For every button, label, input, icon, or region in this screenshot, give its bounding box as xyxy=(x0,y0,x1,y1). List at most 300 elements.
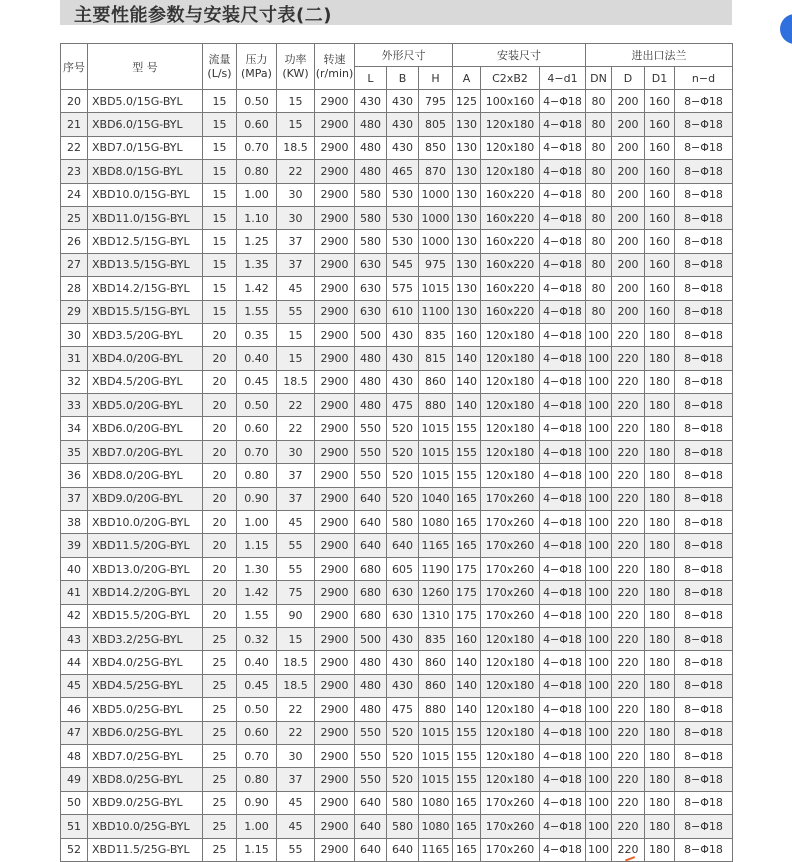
cell-d1: 4−Φ18 xyxy=(540,417,586,440)
cell-speed: 2900 xyxy=(315,323,355,346)
cell-A: 155 xyxy=(453,440,481,463)
cell-L: 580 xyxy=(355,206,387,229)
cell-power: 55 xyxy=(277,838,315,861)
cell-d1: 4−Φ18 xyxy=(540,113,586,136)
cell-pressure: 1.55 xyxy=(237,604,277,627)
cell-flow: 20 xyxy=(203,394,237,417)
cell-C2xB2: 120x180 xyxy=(481,113,540,136)
cell-D: 220 xyxy=(612,464,645,487)
header-nd: n−d xyxy=(675,67,733,90)
cell-speed: 2900 xyxy=(315,604,355,627)
cell-speed: 2900 xyxy=(315,253,355,276)
cell-D: 200 xyxy=(612,113,645,136)
cell-H: 1015 xyxy=(419,417,453,440)
cell-pressure: 1.10 xyxy=(237,206,277,229)
cell-model: XBD7.0/15G-BYL xyxy=(88,136,203,159)
cell-model: XBD6.0/15G-BYL xyxy=(88,113,203,136)
cell-D1: 180 xyxy=(645,698,675,721)
cell-model: XBD9.0/25G-BYL xyxy=(88,791,203,814)
cell-D: 220 xyxy=(612,698,645,721)
cell-D1: 180 xyxy=(645,464,675,487)
cell-seq: 34 xyxy=(61,417,88,440)
cell-power: 37 xyxy=(277,464,315,487)
cell-flow: 20 xyxy=(203,534,237,557)
cell-DN: 100 xyxy=(586,370,612,393)
cell-pressure: 1.42 xyxy=(237,581,277,604)
cell-seq: 48 xyxy=(61,744,88,767)
cell-A: 155 xyxy=(453,721,481,744)
table-row xyxy=(61,230,733,253)
cell-speed: 2900 xyxy=(315,160,355,183)
table-row xyxy=(61,581,733,604)
cell-speed: 2900 xyxy=(315,838,355,861)
cell-seq: 41 xyxy=(61,581,88,604)
cell-pressure: 0.45 xyxy=(237,674,277,697)
cell-H: 1165 xyxy=(419,838,453,861)
cell-flow: 25 xyxy=(203,768,237,791)
table-row xyxy=(61,136,733,159)
table-row xyxy=(61,651,733,674)
cell-speed: 2900 xyxy=(315,674,355,697)
cell-seq: 35 xyxy=(61,440,88,463)
cell-C2xB2: 170x260 xyxy=(481,534,540,557)
cell-DN: 100 xyxy=(586,651,612,674)
cell-C2xB2: 120x180 xyxy=(481,370,540,393)
cell-pressure: 0.40 xyxy=(237,347,277,370)
cell-nd: 8−Φ18 xyxy=(675,394,733,417)
cell-flow: 15 xyxy=(203,277,237,300)
table-row xyxy=(61,534,733,557)
cell-C2xB2: 120x180 xyxy=(481,136,540,159)
cell-pressure: 0.35 xyxy=(237,323,277,346)
cell-L: 580 xyxy=(355,230,387,253)
cell-C2xB2: 170x260 xyxy=(481,581,540,604)
cell-seq: 23 xyxy=(61,160,88,183)
cell-DN: 100 xyxy=(586,417,612,440)
cell-B: 610 xyxy=(387,300,419,323)
cell-H: 880 xyxy=(419,394,453,417)
cell-L: 630 xyxy=(355,300,387,323)
cell-power: 45 xyxy=(277,277,315,300)
cell-nd: 8−Φ18 xyxy=(675,183,733,206)
table-row xyxy=(61,557,733,580)
cell-C2xB2: 120x180 xyxy=(481,440,540,463)
cell-L: 640 xyxy=(355,511,387,534)
cell-A: 155 xyxy=(453,768,481,791)
cell-power: 18.5 xyxy=(277,136,315,159)
header-model: 型 号 xyxy=(88,44,203,90)
cell-D: 220 xyxy=(612,487,645,510)
header-speed: 转速 (r/min) xyxy=(315,44,355,90)
cell-H: 835 xyxy=(419,627,453,650)
cell-D1: 160 xyxy=(645,160,675,183)
cell-seq: 25 xyxy=(61,206,88,229)
cell-DN: 100 xyxy=(586,604,612,627)
cell-speed: 2900 xyxy=(315,277,355,300)
cell-speed: 2900 xyxy=(315,698,355,721)
corner-badge[interactable] xyxy=(780,14,792,44)
cell-seq: 47 xyxy=(61,721,88,744)
cell-d1: 4−Φ18 xyxy=(540,674,586,697)
cell-H: 1000 xyxy=(419,230,453,253)
cell-flow: 20 xyxy=(203,581,237,604)
cell-nd: 8−Φ18 xyxy=(675,721,733,744)
cell-D1: 180 xyxy=(645,627,675,650)
cell-nd: 8−Φ18 xyxy=(675,581,733,604)
cell-speed: 2900 xyxy=(315,440,355,463)
cell-A: 165 xyxy=(453,838,481,861)
header-A: A xyxy=(453,67,481,90)
cell-H: 1015 xyxy=(419,277,453,300)
cell-C2xB2: 120x180 xyxy=(481,394,540,417)
cell-C2xB2: 170x260 xyxy=(481,604,540,627)
cell-L: 480 xyxy=(355,651,387,674)
cell-D: 220 xyxy=(612,721,645,744)
cell-flow: 25 xyxy=(203,815,237,838)
cell-C2xB2: 170x260 xyxy=(481,791,540,814)
cell-pressure: 0.50 xyxy=(237,90,277,113)
cell-seq: 26 xyxy=(61,230,88,253)
cell-DN: 100 xyxy=(586,394,612,417)
cell-power: 18.5 xyxy=(277,651,315,674)
cell-L: 630 xyxy=(355,277,387,300)
cell-DN: 100 xyxy=(586,627,612,650)
cell-B: 640 xyxy=(387,534,419,557)
cell-pressure: 1.55 xyxy=(237,300,277,323)
cell-model: XBD8.0/25G-BYL xyxy=(88,768,203,791)
cell-C2xB2: 160x220 xyxy=(481,183,540,206)
cell-H: 1165 xyxy=(419,534,453,557)
cell-C2xB2: 160x220 xyxy=(481,206,540,229)
cell-L: 480 xyxy=(355,136,387,159)
cell-speed: 2900 xyxy=(315,768,355,791)
cell-B: 630 xyxy=(387,604,419,627)
cell-D: 220 xyxy=(612,440,645,463)
cell-pressure: 0.70 xyxy=(237,136,277,159)
cell-model: XBD12.5/15G-BYL xyxy=(88,230,203,253)
header-d1: 4−d1 xyxy=(540,67,586,90)
cell-D: 200 xyxy=(612,136,645,159)
cell-seq: 50 xyxy=(61,791,88,814)
cell-H: 1015 xyxy=(419,744,453,767)
cell-D: 220 xyxy=(612,323,645,346)
cell-power: 22 xyxy=(277,394,315,417)
table-row xyxy=(61,253,733,276)
cell-C2xB2: 100x160 xyxy=(481,90,540,113)
cell-model: XBD9.0/20G-BYL xyxy=(88,487,203,510)
cell-model: XBD11.5/25G-BYL xyxy=(88,838,203,861)
cell-A: 130 xyxy=(453,253,481,276)
header-C2xB2: C2xB2 xyxy=(481,67,540,90)
cell-D1: 180 xyxy=(645,323,675,346)
cell-model: XBD15.5/15G-BYL xyxy=(88,300,203,323)
cell-pressure: 1.35 xyxy=(237,253,277,276)
cell-DN: 100 xyxy=(586,815,612,838)
cell-nd: 8−Φ18 xyxy=(675,370,733,393)
cell-pressure: 1.25 xyxy=(237,230,277,253)
spec-table xyxy=(60,43,733,862)
cell-D: 220 xyxy=(612,370,645,393)
cell-d1: 4−Φ18 xyxy=(540,300,586,323)
cell-D1: 180 xyxy=(645,721,675,744)
cell-C2xB2: 120x180 xyxy=(481,323,540,346)
cell-A: 160 xyxy=(453,627,481,650)
cell-A: 140 xyxy=(453,347,481,370)
cell-seq: 20 xyxy=(61,90,88,113)
cell-seq: 37 xyxy=(61,487,88,510)
cell-D1: 180 xyxy=(645,838,675,861)
table-row xyxy=(61,627,733,650)
cell-B: 430 xyxy=(387,90,419,113)
cell-model: XBD10.0/15G-BYL xyxy=(88,183,203,206)
cell-nd: 8−Φ18 xyxy=(675,113,733,136)
cell-d1: 4−Φ18 xyxy=(540,394,586,417)
cell-power: 55 xyxy=(277,534,315,557)
table-row xyxy=(61,394,733,417)
cell-model: XBD15.5/20G-BYL xyxy=(88,604,203,627)
cell-B: 520 xyxy=(387,464,419,487)
cell-pressure: 1.00 xyxy=(237,815,277,838)
cell-L: 480 xyxy=(355,113,387,136)
cell-d1: 4−Φ18 xyxy=(540,534,586,557)
cell-H: 880 xyxy=(419,698,453,721)
cell-flow: 25 xyxy=(203,721,237,744)
cell-B: 530 xyxy=(387,183,419,206)
cell-B: 475 xyxy=(387,394,419,417)
cell-A: 160 xyxy=(453,323,481,346)
cell-D: 220 xyxy=(612,604,645,627)
cell-H: 795 xyxy=(419,90,453,113)
cell-L: 550 xyxy=(355,768,387,791)
cell-L: 480 xyxy=(355,394,387,417)
cell-H: 860 xyxy=(419,651,453,674)
cell-power: 37 xyxy=(277,253,315,276)
cell-H: 1015 xyxy=(419,464,453,487)
cell-seq: 43 xyxy=(61,627,88,650)
cell-DN: 100 xyxy=(586,674,612,697)
cell-d1: 4−Φ18 xyxy=(540,721,586,744)
table-row xyxy=(61,347,733,370)
cell-C2xB2: 120x180 xyxy=(481,464,540,487)
cell-D1: 180 xyxy=(645,440,675,463)
cell-L: 480 xyxy=(355,698,387,721)
cell-model: XBD8.0/20G-BYL xyxy=(88,464,203,487)
cell-d1: 4−Φ18 xyxy=(540,370,586,393)
table-row xyxy=(61,300,733,323)
cell-nd: 8−Φ18 xyxy=(675,417,733,440)
cell-d1: 4−Φ18 xyxy=(540,347,586,370)
cell-seq: 46 xyxy=(61,698,88,721)
cell-L: 550 xyxy=(355,417,387,440)
cell-d1: 4−Φ18 xyxy=(540,136,586,159)
cell-seq: 39 xyxy=(61,534,88,557)
cell-C2xB2: 160x220 xyxy=(481,300,540,323)
cell-speed: 2900 xyxy=(315,581,355,604)
header-pressure: 压力 (MPa) xyxy=(237,44,277,90)
cell-B: 520 xyxy=(387,440,419,463)
cell-pressure: 0.70 xyxy=(237,744,277,767)
cell-DN: 100 xyxy=(586,581,612,604)
cell-D: 220 xyxy=(612,651,645,674)
cell-D: 200 xyxy=(612,206,645,229)
cell-D1: 180 xyxy=(645,791,675,814)
cell-D: 200 xyxy=(612,277,645,300)
cell-DN: 100 xyxy=(586,323,612,346)
cell-D1: 160 xyxy=(645,183,675,206)
cell-speed: 2900 xyxy=(315,487,355,510)
cell-H: 860 xyxy=(419,674,453,697)
cell-DN: 100 xyxy=(586,721,612,744)
cell-speed: 2900 xyxy=(315,721,355,744)
cell-power: 37 xyxy=(277,768,315,791)
cell-d1: 4−Φ18 xyxy=(540,183,586,206)
cell-L: 640 xyxy=(355,534,387,557)
cell-A: 175 xyxy=(453,581,481,604)
cell-D: 200 xyxy=(612,300,645,323)
cell-DN: 80 xyxy=(586,136,612,159)
cell-D1: 180 xyxy=(645,417,675,440)
header-L: L xyxy=(355,67,387,90)
cell-C2xB2: 120x180 xyxy=(481,698,540,721)
table-row xyxy=(61,417,733,440)
cell-B: 430 xyxy=(387,627,419,650)
cell-D: 220 xyxy=(612,394,645,417)
cell-d1: 4−Φ18 xyxy=(540,464,586,487)
cell-A: 165 xyxy=(453,815,481,838)
cell-speed: 2900 xyxy=(315,627,355,650)
header-B: B xyxy=(387,67,419,90)
cell-speed: 2900 xyxy=(315,370,355,393)
cell-B: 530 xyxy=(387,230,419,253)
cell-D1: 180 xyxy=(645,347,675,370)
cell-nd: 8−Φ18 xyxy=(675,557,733,580)
cell-D: 200 xyxy=(612,160,645,183)
cell-speed: 2900 xyxy=(315,651,355,674)
cell-flow: 15 xyxy=(203,160,237,183)
cell-D: 220 xyxy=(612,674,645,697)
cell-power: 22 xyxy=(277,698,315,721)
cell-L: 430 xyxy=(355,90,387,113)
cell-flow: 25 xyxy=(203,674,237,697)
cell-L: 500 xyxy=(355,323,387,346)
cell-power: 45 xyxy=(277,791,315,814)
cell-A: 155 xyxy=(453,744,481,767)
cell-DN: 100 xyxy=(586,698,612,721)
cell-pressure: 0.90 xyxy=(237,487,277,510)
cell-B: 520 xyxy=(387,487,419,510)
cell-DN: 80 xyxy=(586,300,612,323)
header-flange-group: 进出口法兰 xyxy=(586,44,733,67)
cell-flow: 20 xyxy=(203,417,237,440)
table-row xyxy=(61,160,733,183)
cell-L: 680 xyxy=(355,581,387,604)
cell-DN: 100 xyxy=(586,791,612,814)
cell-DN: 80 xyxy=(586,253,612,276)
cell-D1: 180 xyxy=(645,534,675,557)
cell-flow: 20 xyxy=(203,511,237,534)
table-row xyxy=(61,440,733,463)
cell-nd: 8−Φ18 xyxy=(675,604,733,627)
cell-D: 220 xyxy=(612,581,645,604)
table-row xyxy=(61,815,733,838)
cell-d1: 4−Φ18 xyxy=(540,627,586,650)
cell-d1: 4−Φ18 xyxy=(540,744,586,767)
cell-d1: 4−Φ18 xyxy=(540,440,586,463)
cell-L: 680 xyxy=(355,557,387,580)
cell-A: 130 xyxy=(453,300,481,323)
cell-A: 140 xyxy=(453,394,481,417)
cell-D: 220 xyxy=(612,791,645,814)
cell-seq: 52 xyxy=(61,838,88,861)
cell-C2xB2: 170x260 xyxy=(481,838,540,861)
cell-DN: 80 xyxy=(586,206,612,229)
cell-C2xB2: 120x180 xyxy=(481,674,540,697)
cell-L: 480 xyxy=(355,160,387,183)
cell-power: 30 xyxy=(277,206,315,229)
cell-A: 155 xyxy=(453,464,481,487)
cell-D1: 160 xyxy=(645,230,675,253)
cell-seq: 36 xyxy=(61,464,88,487)
cell-speed: 2900 xyxy=(315,136,355,159)
cell-pressure: 0.50 xyxy=(237,698,277,721)
cell-DN: 80 xyxy=(586,277,612,300)
cell-speed: 2900 xyxy=(315,744,355,767)
cell-B: 640 xyxy=(387,838,419,861)
cell-H: 1000 xyxy=(419,206,453,229)
cell-nd: 8−Φ18 xyxy=(675,744,733,767)
cell-nd: 8−Φ18 xyxy=(675,511,733,534)
cell-d1: 4−Φ18 xyxy=(540,581,586,604)
cell-flow: 20 xyxy=(203,487,237,510)
header-H: H xyxy=(419,67,453,90)
cell-flow: 15 xyxy=(203,183,237,206)
title-bar xyxy=(60,0,732,25)
cell-B: 430 xyxy=(387,674,419,697)
cell-DN: 100 xyxy=(586,534,612,557)
cell-L: 550 xyxy=(355,464,387,487)
cell-flow: 25 xyxy=(203,627,237,650)
cell-H: 1080 xyxy=(419,815,453,838)
cell-D1: 180 xyxy=(645,768,675,791)
cell-power: 45 xyxy=(277,511,315,534)
cell-pressure: 0.80 xyxy=(237,464,277,487)
cell-model: XBD14.2/20G-BYL xyxy=(88,581,203,604)
cell-H: 1040 xyxy=(419,487,453,510)
cell-flow: 15 xyxy=(203,300,237,323)
cell-nd: 8−Φ18 xyxy=(675,90,733,113)
cell-seq: 22 xyxy=(61,136,88,159)
cell-speed: 2900 xyxy=(315,90,355,113)
cell-L: 640 xyxy=(355,487,387,510)
cell-seq: 49 xyxy=(61,768,88,791)
cell-L: 550 xyxy=(355,440,387,463)
cell-L: 480 xyxy=(355,370,387,393)
cell-B: 430 xyxy=(387,651,419,674)
cell-seq: 28 xyxy=(61,277,88,300)
cell-d1: 4−Φ18 xyxy=(540,277,586,300)
cell-L: 580 xyxy=(355,183,387,206)
cell-flow: 15 xyxy=(203,206,237,229)
cell-power: 45 xyxy=(277,815,315,838)
cell-pressure: 1.00 xyxy=(237,511,277,534)
cell-A: 140 xyxy=(453,370,481,393)
cell-H: 1100 xyxy=(419,300,453,323)
cell-D1: 180 xyxy=(645,581,675,604)
cell-seq: 29 xyxy=(61,300,88,323)
cell-model: XBD14.2/15G-BYL xyxy=(88,277,203,300)
cell-speed: 2900 xyxy=(315,300,355,323)
cell-nd: 8−Φ18 xyxy=(675,815,733,838)
